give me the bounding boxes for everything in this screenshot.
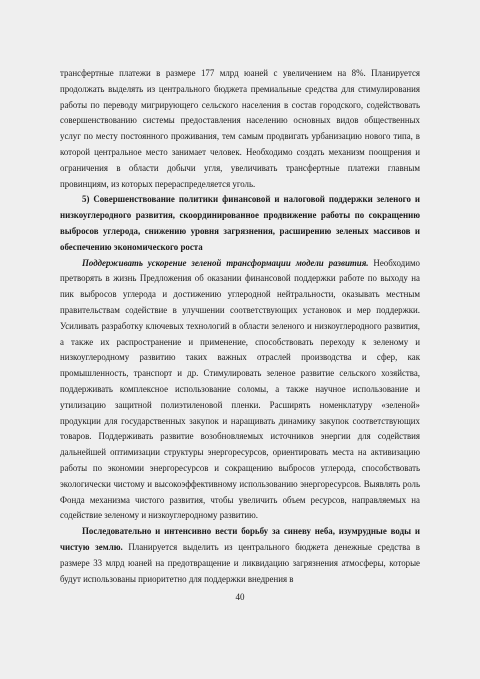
paragraph-1-text: трансфертные платежи в размере 177 млрд юаней с увеличением на 8%. Планируется продолжать выделять из центрального бюджета премиальные средства для стимулирования работы по переводу мигрирующего сельского населения в состав городского, содействовать совершенствованию системы предоставления населению основных видов общественных услуг по месту постоянного проживания, тем самым продвигать урбанизацию нового типа, в которой центральное место занимает человек. Необходимо создать механизм поощрения и ограничения в области добычи угля, увеличивать трансфертные платежи главным провинциям, из которых перераспределяется уголь.: [60, 68, 420, 189]
page-number: 40: [235, 592, 245, 602]
paragraph-4-text: Планируется выделить из центрального бюджета денежные средства в размере 33 млрд юаней на предотвращение и ликвидацию загрязнения атмосферы, которые будут использованы приоритетно для поддержки внедрения в: [60, 541, 420, 584]
section-heading: 5) Совершенствование политики финансовой и налоговой поддержки зеленого и низкоуглеродного развития, скоординированное продвижение работы по сокращению выбросов углерода, снижению уровня загрязнения, расширению зеленых массивов и обеспечению экономического роста: [60, 194, 420, 252]
paragraph-3-text: Необходимо претворять в жизнь Предложения об оказании финансовой поддержки работе по выходу на пик выбросов углерода и достижению углеродной нейтральности, оказывать местным правительствам содействие в улучшении соответствующих установок и мер поддержки. Усиливать разработку ключевых технологий в области зеленого и низкоуглеродного развития, а также их распространение и применение, способствовать переходу к зеленому и низкоуглеродному развитию таких важных отраслей производства и сфер, как промышленность, транспорт и др. Стимулировать зеленое развитие сельского хозяйства, поддерживать комплексное использование соломы, а также научное использование и утилизацию защитной полиэтиленовой пленки. Расширять номенклатуру «зеленой» продукции для государственных закупок и наращивать динамику закупок соответствующих товаров. Поддерживать развитие возобновляемых источников энергии для содействия дальнейшей оптимизации структуры энергоресурсов, ориентировать места на активизацию работы по экономии энергоресурсов и сокращению выбросов углерода, способствовать экологически чистому и высокоэффективному использованию энергоресурсов. Выявлять роль Фонда механизма чистого развития, чтобы увеличить объем ресурсов, направляемых на содействие зеленому и низкоуглеродному развитию.: [60, 257, 420, 521]
paragraph-3-lead: Поддерживать ускорение зеленой трансформации модели развития.: [82, 257, 369, 268]
paragraph-4-lead: Последовательно и интенсивно вести борьбу за синеву неба, изумрудные воды и чистую землю.: [60, 526, 420, 552]
page-body: [60, 66, 420, 587]
paragraph-1: [60, 66, 420, 192]
paragraph-3: [60, 256, 420, 525]
paragraph-4: [60, 524, 420, 587]
paragraph-2-heading: [60, 192, 420, 255]
